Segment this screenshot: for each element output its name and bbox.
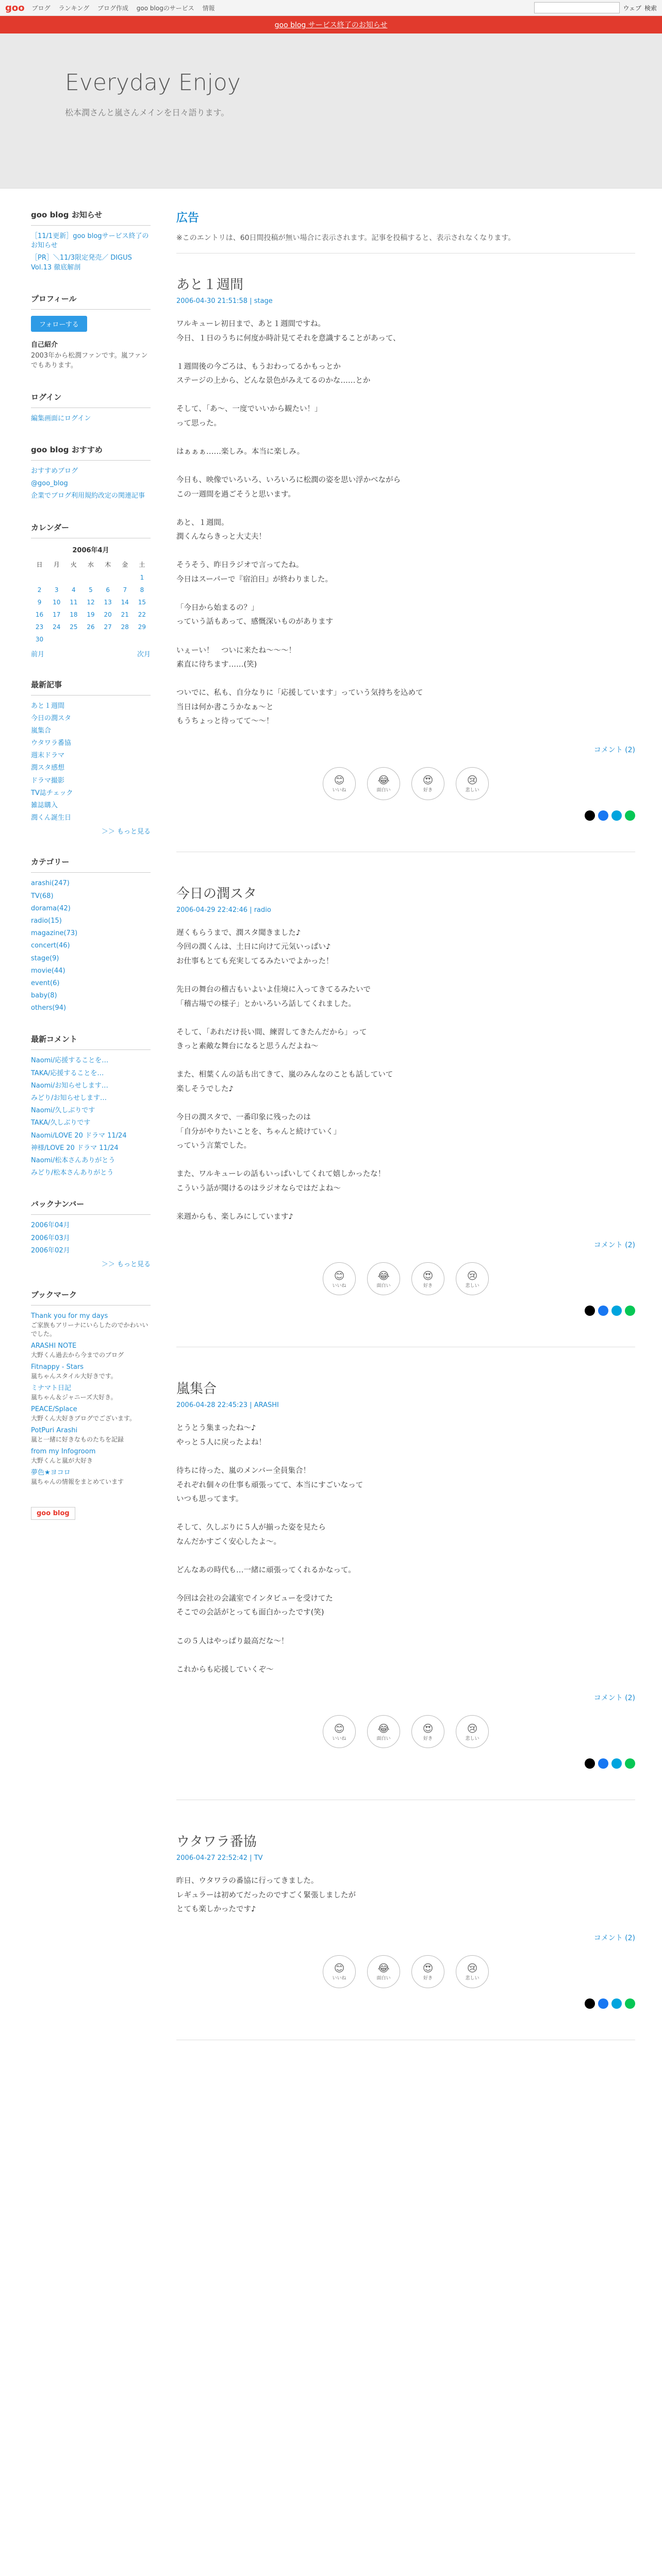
post-title[interactable]: 今日の潤スタ (176, 886, 257, 902)
calendar-day (100, 633, 117, 646)
top-search (534, 2, 657, 13)
calendar-weekday: 月 (53, 561, 60, 568)
reaction-button[interactable] (411, 767, 444, 800)
share-buttons (176, 1306, 635, 1316)
reaction-button[interactable] (456, 1955, 489, 1988)
calendar-day[interactable]: 25 (70, 623, 78, 631)
post-title[interactable]: ウタワラ番協 (176, 1834, 257, 1850)
post-body: ワルキューレ初日まで、あと１週間ですね。 今日、１日のうちに何度か時計見てそれを意識することがあって、 １週間後の今ごろは、もうおわってるかもっとか ステージの上から、どんな景色がみえてるのかな……とか そして、「あ～、一度でいいから観たい！」 って思った。 はぁぁぁ……楽しみ。本当に楽しみ。 今日も、映像でいろいろ、いろいろに松潤の姿を思い浮かべながら この一週間を過ごそうと思います。 あと、１週間。 潤くんならきっと大丈夫！ そうそう、昨日ラジオで言ってたね。 今日はスーパーで『宿泊日』が終わりました。 「今日から始まるの？」 っていう話もあって、感慨深いものがあります いぇーい！ ついに来たね～～～！ 素直に待ちます……(笑) ついでに、私も、自分なりに「応援しています」っていう気持ちを込めて 当日は何か書こうかなぁ～と もうちょっと待ってて～～！ (176, 320, 423, 726)
follow-button[interactable]: フォローする (31, 316, 87, 332)
reaction-emoji-icon: 😂 (377, 1962, 390, 1975)
calendar-weekday: 火 (70, 561, 77, 568)
widget-login (31, 392, 151, 423)
reaction-label: いいね (332, 1283, 346, 1289)
reaction-button[interactable] (367, 1955, 400, 1988)
reaction-label: いいね (332, 788, 346, 793)
reaction-button[interactable] (323, 767, 356, 800)
widget-title: 最新記事 (31, 679, 151, 696)
blog-post (176, 883, 635, 1316)
calendar-day (65, 571, 82, 584)
category-link[interactable]: event(6) (31, 979, 60, 987)
widget-title: goo blog お知らせ (31, 209, 151, 226)
bookmark-link[interactable]: PEACE/Splace (31, 1405, 77, 1413)
calendar-day[interactable]: 20 (104, 611, 112, 618)
calendar-day[interactable]: 23 (35, 623, 44, 631)
recent-post-link[interactable]: 潤くん誕生日 (31, 814, 72, 822)
calendar-prev-link[interactable]: 前月 (31, 650, 45, 658)
bookmark-link[interactable]: ミナマト日記 (31, 1384, 72, 1392)
backnumber-link[interactable]: 2006年02月 (31, 1246, 70, 1255)
calendar-day[interactable]: 28 (121, 623, 129, 631)
top-nav-item[interactable]: ランキング (58, 4, 90, 12)
top-nav-item[interactable]: ブログ作成 (97, 4, 128, 12)
category-link[interactable]: magazine(73) (31, 929, 78, 938)
bookmark-desc: 大野くん過去から今までのブログ (31, 1351, 124, 1359)
post-date[interactable]: 2006-04-28 22:45:23 | ARASHI (176, 1401, 279, 1410)
recent-comment-link[interactable]: TAKA/久しぶりです (31, 1119, 91, 1127)
widget-title: カテゴリー (31, 856, 151, 873)
calendar-day[interactable]: 19 (87, 611, 95, 618)
x-share-icon[interactable] (585, 1758, 595, 1769)
calendar-day (134, 633, 151, 646)
bookmark-item (31, 1468, 151, 1486)
blog-info-item[interactable]: ［PR］＼11/3限定発売／ DIGUS Vol.13 徹底解剖 (31, 254, 132, 272)
bookmark-link[interactable]: PotPuri Arashi (31, 1426, 78, 1434)
blog-header (0, 33, 662, 189)
recent-post-link[interactable]: 潤スタ感想 (31, 764, 65, 772)
share-buttons (176, 1758, 635, 1769)
backnumber-more-link[interactable]: ＞＞ もっと見る (101, 1260, 151, 1268)
bookmark-link[interactable]: Thank you for my days (31, 1312, 108, 1320)
reaction-label: 面白い (376, 1283, 391, 1289)
reaction-emoji-icon: 😂 (377, 1722, 390, 1735)
reaction-emoji-icon: 😊 (334, 1722, 345, 1735)
bookmark-item (31, 1447, 151, 1465)
top-nav-item[interactable]: 情報 (202, 4, 215, 12)
comment-link[interactable]: コメント (2) (593, 1241, 635, 1250)
category-link[interactable]: concert(46) (31, 942, 70, 950)
search-type-select[interactable]: ウェブ (623, 4, 641, 12)
blog-info-item[interactable]: ［11/1更新］goo blogサービス終了のお知らせ (31, 232, 149, 250)
bookmark-item (31, 1312, 151, 1338)
bookmark-link[interactable]: 夢色★ヨコロ (31, 1468, 71, 1477)
post-title[interactable]: 嵐集合 (176, 1381, 217, 1397)
share-buttons (176, 810, 635, 821)
calendar-day[interactable]: 17 (53, 611, 61, 618)
hatena-share-icon[interactable] (611, 1306, 622, 1316)
reaction-label: 悲しい (465, 1976, 479, 1981)
calendar-weekday: 金 (122, 561, 128, 568)
widget-bookmark (31, 1289, 151, 1486)
bookmark-item (31, 1363, 151, 1381)
calendar-weekday: 水 (87, 561, 94, 568)
widget-calendar (31, 522, 151, 658)
reaction-button[interactable] (323, 1262, 356, 1295)
bookmark-desc: 嵐ちゃん＆ジャニーズ大好き。 (31, 1393, 117, 1401)
reaction-emoji-icon: 😢 (467, 1269, 478, 1282)
x-share-icon[interactable] (585, 1998, 595, 2009)
reaction-button[interactable] (323, 1715, 356, 1748)
reaction-label: 悲しい (465, 788, 479, 793)
category-link[interactable]: radio(15) (31, 917, 62, 925)
calendar-weekday: 土 (139, 561, 145, 568)
bookmark-link[interactable]: from my Infogroom (31, 1447, 96, 1455)
recent-post-link[interactable]: 週末ドラマ (31, 752, 65, 760)
search-input[interactable] (534, 2, 620, 13)
bookmark-desc: 嵐ちゃんの情報をまとめています (31, 1478, 124, 1485)
widget-backnumber (31, 1198, 151, 1268)
post-date[interactable]: 2006-04-30 21:51:58 | stage (176, 297, 273, 305)
bookmark-link[interactable]: Fitnappy - Stars (31, 1363, 84, 1371)
calendar-day[interactable]: 21 (121, 611, 129, 618)
reaction-emoji-icon: 😢 (467, 1962, 478, 1975)
calendar-day[interactable]: 11 (70, 598, 78, 606)
calendar-weekday: 日 (36, 561, 43, 568)
post-title[interactable]: あと１週間 (176, 277, 244, 293)
facebook-share-icon[interactable] (598, 1306, 608, 1316)
widget-recommend (31, 444, 151, 501)
recent-more-link[interactable]: ＞＞ もっと見る (101, 828, 151, 836)
recommend-item[interactable]: おすすめブログ (31, 467, 78, 475)
recommend-item[interactable]: 企業でブログ利用規約改定の関連記事 (31, 492, 145, 500)
category-link[interactable]: stage(9) (31, 954, 59, 962)
reaction-emoji-icon: 😊 (334, 1269, 345, 1282)
reaction-emoji-icon: 😊 (334, 774, 345, 787)
recent-post-link[interactable]: あと１週間 (31, 702, 65, 710)
search-button[interactable]: 検索 (644, 4, 657, 12)
recent-comment-link[interactable]: Naomi/久しぶりです (31, 1107, 95, 1115)
line-share-icon[interactable] (625, 810, 635, 821)
widget-title: ブックマーク (31, 1289, 151, 1306)
recent-post-link[interactable]: ウタワラ番協 (31, 739, 71, 748)
calendar-day (48, 571, 65, 584)
ad-label: 広告 (176, 212, 200, 225)
bookmark-item (31, 1342, 151, 1360)
calendar-day[interactable]: 24 (53, 623, 61, 631)
calendar-day[interactable]: 14 (121, 598, 129, 606)
widget-title: goo blog おすすめ (31, 444, 151, 461)
widget-recent (31, 679, 151, 836)
line-share-icon[interactable] (625, 1998, 635, 2009)
facebook-share-icon[interactable] (598, 1758, 608, 1769)
blog-title[interactable]: Everyday Enjoy (65, 70, 241, 96)
top-nav-item[interactable]: ブログ (31, 4, 51, 12)
calendar-day (48, 633, 65, 646)
widget-blog-info (31, 209, 151, 273)
category-link[interactable]: TV(68) (31, 892, 54, 900)
calendar-next-link[interactable]: 次月 (137, 650, 151, 658)
reaction-button[interactable] (411, 1262, 444, 1295)
calendar-day (65, 633, 82, 646)
bookmark-item (31, 1405, 151, 1423)
reaction-label: 好き (423, 1736, 433, 1741)
calendar-day[interactable]: 7 (123, 586, 127, 594)
facebook-share-icon[interactable] (598, 810, 608, 821)
calendar-day[interactable]: 26 (87, 623, 95, 631)
comment-link[interactable]: コメント (2) (593, 745, 635, 754)
hatena-share-icon[interactable] (611, 1998, 622, 2009)
reaction-button[interactable] (323, 1955, 356, 1988)
bookmark-link[interactable]: ARASHI NOTE (31, 1342, 77, 1350)
recent-post-link[interactable]: 雑誌購入 (31, 802, 58, 809)
recent-comment-link[interactable]: TAKA/応援することを… (31, 1069, 104, 1077)
widget-title: ログイン (31, 392, 151, 408)
calendar-day[interactable]: 15 (138, 598, 146, 606)
share-buttons (176, 1998, 635, 2009)
reaction-label: いいね (332, 1976, 346, 1981)
calendar-day (117, 571, 134, 584)
recent-comment-link[interactable]: みどり/松本さんありがとう (31, 1169, 114, 1177)
inactivity-notice: ※このエントリは、60日間投稿が無い場合に表示されます。記事を投稿すると、表示されなくなります。 (176, 232, 635, 253)
category-link[interactable]: baby(8) (31, 992, 57, 1000)
top-nav (32, 4, 221, 12)
reaction-emoji-icon: 😊 (334, 1962, 345, 1975)
reaction-label: いいね (332, 1736, 346, 1741)
recent-comment-link[interactable]: Naomi/LOVE 20 ドラマ 11/24 (31, 1131, 127, 1140)
calendar-day (100, 571, 117, 584)
calendar-day[interactable]: 30 (35, 635, 44, 643)
line-share-icon[interactable] (625, 1758, 635, 1769)
post-date[interactable]: 2006-04-29 22:42:46 | radio (176, 906, 271, 914)
widget-title: プロフィール (31, 293, 151, 310)
blog-post (176, 1378, 635, 1769)
sidebar (31, 209, 151, 2071)
reaction-label: 面白い (376, 788, 391, 793)
category-link[interactable]: arashi(247) (31, 879, 70, 888)
recent-post-link[interactable]: 嵐集合 (31, 726, 52, 735)
reaction-emoji-icon: 😍 (422, 1722, 434, 1735)
service-notice-bar (0, 16, 662, 33)
reaction-emoji-icon: 😍 (422, 1269, 434, 1282)
reaction-label: 悲しい (465, 1283, 479, 1289)
reaction-emoji-icon: 😍 (422, 1962, 434, 1975)
calendar-day[interactable]: 6 (106, 586, 110, 594)
recent-post-link[interactable]: TV誌チェック (31, 789, 73, 797)
bookmark-item (31, 1384, 151, 1402)
calendar-day[interactable]: 16 (35, 611, 44, 618)
bookmark-desc: 嵐と一緒に好きなものたちを記録 (31, 1435, 124, 1443)
reaction-emoji-icon: 😂 (377, 774, 390, 787)
reaction-button[interactable] (367, 767, 400, 800)
login-link[interactable]: 編集画面にログイン (31, 414, 91, 422)
recent-comment-link[interactable]: みどり/お知らせします… (31, 1094, 107, 1102)
comment-link[interactable]: コメント (2) (593, 1694, 635, 1703)
reaction-label: 好き (423, 1283, 433, 1289)
recent-post-link[interactable]: 今日の潤スタ (31, 714, 72, 722)
goo-blog-badge[interactable]: goo blog (31, 1507, 75, 1520)
calendar-day[interactable]: 3 (54, 586, 59, 594)
widget-categories (31, 856, 151, 1013)
calendar-day[interactable]: 18 (70, 611, 78, 618)
reaction-buttons (176, 767, 635, 800)
calendar-day (82, 571, 99, 584)
goo-logo[interactable]: goo (5, 2, 25, 13)
widget-title: バックナンバー (31, 1198, 151, 1215)
category-link[interactable]: movie(44) (31, 967, 65, 975)
recommend-item[interactable]: @goo_blog (31, 480, 68, 488)
calendar-day[interactable]: 10 (53, 598, 61, 606)
calendar-month: 2006年4月 (72, 546, 109, 554)
reaction-button[interactable] (367, 1262, 400, 1295)
calendar-day[interactable]: 1 (140, 573, 144, 581)
bookmark-desc: 大野くん大好きブログでございます。 (31, 1414, 136, 1422)
reaction-button[interactable] (456, 1715, 489, 1748)
calendar-day[interactable]: 2 (37, 586, 42, 594)
reaction-label: 好き (423, 788, 433, 793)
reaction-button[interactable] (411, 1715, 444, 1748)
bookmark-item (31, 1426, 151, 1444)
comment-link[interactable]: コメント (2) (593, 1934, 635, 1942)
blog-post (176, 274, 635, 821)
reaction-label: 好き (423, 1976, 433, 1981)
calendar-day[interactable]: 8 (140, 586, 144, 594)
reaction-emoji-icon: 😍 (422, 774, 434, 787)
reaction-buttons (176, 1955, 635, 1988)
profile-name-label: 自己紹介 (31, 341, 58, 349)
widget-title: 最新コメント (31, 1033, 151, 1050)
calendar-day[interactable]: 13 (104, 598, 112, 606)
reaction-button[interactable] (367, 1715, 400, 1748)
calendar-day[interactable]: 27 (104, 623, 112, 631)
reaction-button[interactable] (456, 767, 489, 800)
recent-post-link[interactable]: ドラマ撮影 (31, 776, 65, 785)
x-share-icon[interactable] (585, 1306, 595, 1316)
facebook-share-icon[interactable] (598, 1998, 608, 2009)
reaction-emoji-icon: 😂 (377, 1269, 390, 1282)
post-body: 昨日、ウタワラの番協に行ってきました。 レギュラーは初めてだったのですごく緊張しましたが とても楽しかったです♪ (176, 1877, 356, 1914)
reaction-label: 悲しい (465, 1736, 479, 1741)
reaction-buttons (176, 1262, 635, 1295)
calendar-day (82, 633, 99, 646)
profile-intro: 2003年から松潤ファンです。嵐ファンでもあります。 (31, 351, 148, 370)
post-body: 遅くもらうまで、潤スタ聞きました♪ 今回の潤くんは、土日に向けて元気いっぱい♪ お仕事もとても充実してるみたいでよかった！ 先日の舞台の稽古もいよいよ佳境に入ってきてるみたいで 「稽古場での様子」とかいろいろ話してくれました。 そして、「あれだけ長い間、練習してきたんだから」って きっと素敵な舞台になると思うんだよね～ また、相葉くんの話も出てきて、嵐のみんなのことも話していて 楽しそうでした♪ 今日の潤スタで、一番印象に残ったのは 「自分がやりたいことを、ちゃんと続けていく」 っていう言葉でした。 また、ワルキューレの話もいっぱいしてくれて嬉しかったな！ こういう話が聞けるのはラジオならではだよね～ 来週からも、楽しみにしています♪ (176, 928, 393, 1221)
recent-comment-link[interactable]: 神様/LOVE 20 ドラマ 11/24 (31, 1144, 119, 1152)
reaction-emoji-icon: 😢 (467, 774, 478, 787)
widget-comments (31, 1033, 151, 1178)
calendar-day (31, 571, 48, 584)
calendar-weekday: 木 (105, 561, 111, 568)
reaction-buttons (176, 1715, 635, 1748)
category-link[interactable]: others(94) (31, 1004, 67, 1012)
blog-subtitle: 松本潤さんと嵐さんメインを日々語ります。 (65, 108, 229, 117)
reaction-button[interactable] (411, 1955, 444, 1988)
calendar-table (31, 557, 151, 646)
backnumber-link[interactable]: 2006年04月 (31, 1222, 70, 1230)
calendar-day[interactable]: 5 (89, 586, 93, 594)
line-share-icon[interactable] (625, 1306, 635, 1316)
calendar-day[interactable]: 22 (138, 611, 146, 618)
post-date[interactable]: 2006-04-27 22:52:42 | TV (176, 1854, 263, 1862)
recent-comment-link[interactable]: Naomi/お知らせします… (31, 1081, 108, 1090)
calendar-day[interactable]: 4 (72, 586, 76, 594)
reaction-emoji-icon: 😢 (467, 1722, 478, 1735)
main-content (176, 209, 635, 2071)
recent-comment-link[interactable]: Naomi/応援することを… (31, 1057, 109, 1065)
bookmark-desc: 嵐ちゃんスタイル大好きです。 (31, 1372, 117, 1380)
hatena-share-icon[interactable] (611, 810, 622, 821)
top-bar (0, 0, 662, 16)
service-notice-link[interactable]: goo blog サービス終了のお知らせ (274, 21, 388, 29)
reaction-label: 面白い (376, 1736, 391, 1741)
x-share-icon[interactable] (585, 810, 595, 821)
blog-post (176, 1831, 635, 2009)
backnumber-link[interactable]: 2006年03月 (31, 1234, 70, 1242)
bookmark-desc: 大野くんと嵐が大好き (31, 1456, 93, 1464)
widget-profile (31, 293, 151, 371)
reaction-button[interactable] (456, 1262, 489, 1295)
recent-comment-link[interactable]: Naomi/松本さんありがとう (31, 1156, 115, 1164)
category-link[interactable]: dorama(42) (31, 904, 71, 912)
hatena-share-icon[interactable] (611, 1758, 622, 1769)
calendar-day (117, 633, 134, 646)
calendar-day[interactable]: 9 (37, 598, 42, 606)
calendar-day[interactable]: 12 (87, 598, 95, 606)
widget-title: カレンダー (31, 522, 151, 538)
bookmark-desc: ご家族もアリーナにいらしたのでかわいいでした。 (31, 1321, 148, 1337)
reaction-label: 面白い (376, 1976, 391, 1981)
top-nav-item[interactable]: goo blogのサービス (136, 4, 194, 12)
calendar-day[interactable]: 29 (138, 623, 146, 631)
post-body: とうとう集まったね～♪ やっと５人に戻ったよね！ 待ちに待った、嵐のメンバー全員集合！ それぞれ個々の仕事も頑張ってて、本当にすごいなって いつも思ってます。 そして、久しぶりに５人が揃った姿を見たら なんだかすごく安心したよ～。 どんなあの時代も…一緒に頑張ってくれるかなって。 今回は会社の会議室でインタビューを受けてた そこでの会話がとっても面白かったです(笑) この５人はやっぱり最高だな～！ これからも応援していくぞ～ (176, 1424, 363, 1674)
